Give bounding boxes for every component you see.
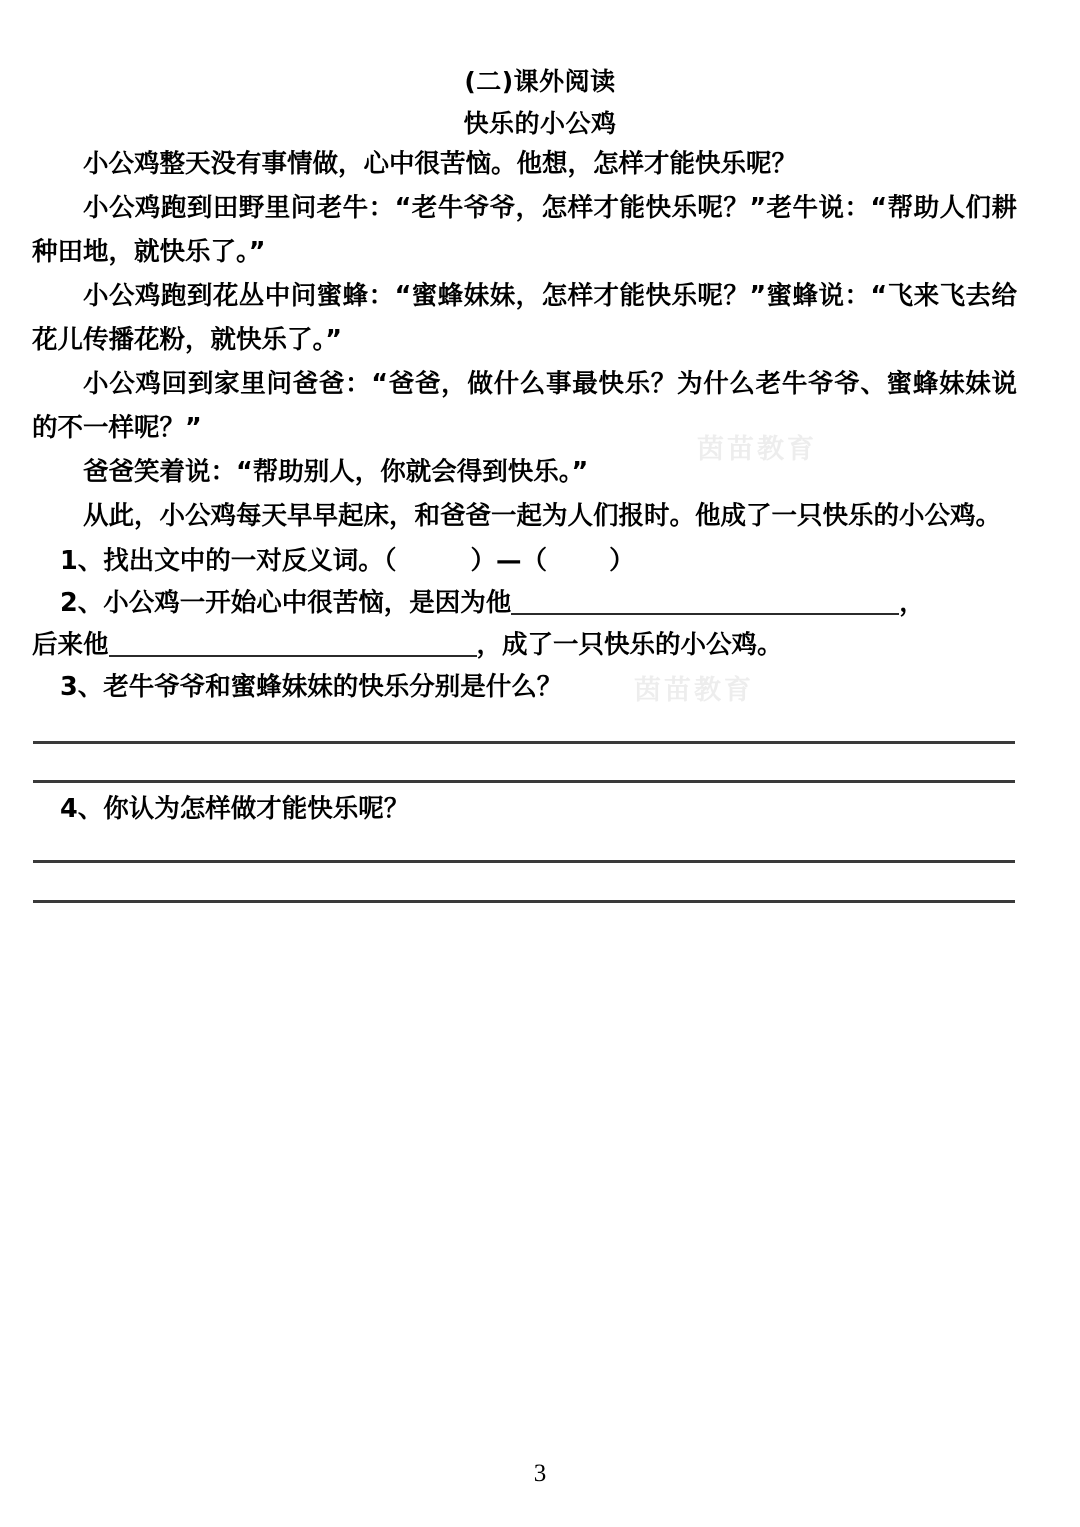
question-3-text: 老牛爷爷和蜜蜂妹妹的快乐分别是什么？ (103, 672, 563, 702)
question-1 (32, 540, 1017, 582)
passage-paragraph: 爸爸笑着说：“帮助别人，你就会得到快乐。” (83, 457, 589, 487)
passage-paragraph: 小公鸡回到家里问爸爸：“爸爸，做什么事最快乐？为什么老牛爷爷、蜜蜂妹妹说的不一样呢？” (32, 369, 1017, 443)
question-list (32, 540, 1017, 708)
question-4-number: 4、 (60, 794, 104, 824)
question-1-text: 找出文中的一对反义词。 (103, 546, 384, 576)
passage-paragraph: 小公鸡整天没有事情做，心中很苦恼。他想，怎样才能快乐呢？ (83, 149, 798, 179)
section-heading: (二)课外阅读 (464, 67, 616, 96)
watermark: 茵苗教育 (634, 675, 754, 706)
passage-paragraph: 小公鸡跑到花丛中问蜜蜂：“蜜蜂妹妹，怎样才能快乐呢？”蜜蜂说：“飞来飞去给花儿传播花粉，就快乐了。” (32, 281, 1017, 355)
question-4-text: 你认为怎样做才能快乐呢？ (103, 794, 410, 824)
question-1-number: 1、 (60, 546, 104, 576)
question-2-blank-1[interactable] (511, 583, 899, 615)
question-1-paren-open-2: （ (521, 546, 548, 576)
question-1-paren-close-2: ） (609, 546, 635, 576)
reading-passage (32, 142, 1017, 538)
question-2-blank-2[interactable] (109, 625, 477, 657)
question-2-continuation (32, 624, 1017, 666)
question-2 (32, 582, 1017, 624)
question-3 (32, 666, 1017, 708)
question-2-line2-tail: ，成了一只快乐的小公鸡。 (476, 630, 783, 660)
question-2-line2-label: 后来他 (32, 630, 109, 660)
question-3-answer-rule[interactable] (33, 780, 1015, 783)
question-3-number: 3、 (60, 672, 104, 702)
question-4-answer-rule[interactable] (33, 900, 1015, 903)
question-3-answer-rule[interactable] (33, 741, 1015, 744)
question-4-answer-rule[interactable] (33, 860, 1015, 863)
watermark: 茵苗教育 (697, 434, 817, 465)
question-2-text: 小公鸡一开始心中很苦恼，是因为他 (103, 588, 512, 618)
question-1-dash: — (496, 546, 522, 576)
question-1-paren-close-1: ） (470, 546, 497, 576)
passage-paragraph: 小公鸡跑到田野里问老牛：“老牛爷爷，怎样才能快乐呢？”老牛说：“帮助人们耕种田地，就快乐了。” (32, 193, 1017, 267)
question-2-comma: ， (899, 588, 925, 618)
question-2-number: 2、 (60, 588, 104, 618)
question-4 (60, 789, 409, 825)
question-1-paren-open-1: （ (383, 546, 397, 576)
page-number: 3 (533, 1460, 547, 1487)
article-title: 快乐的小公鸡 (463, 109, 617, 138)
passage-paragraph: 从此，小公鸡每天早早起床，和爸爸一起为人们报时。他成了一只快乐的小公鸡。 (83, 501, 1002, 531)
